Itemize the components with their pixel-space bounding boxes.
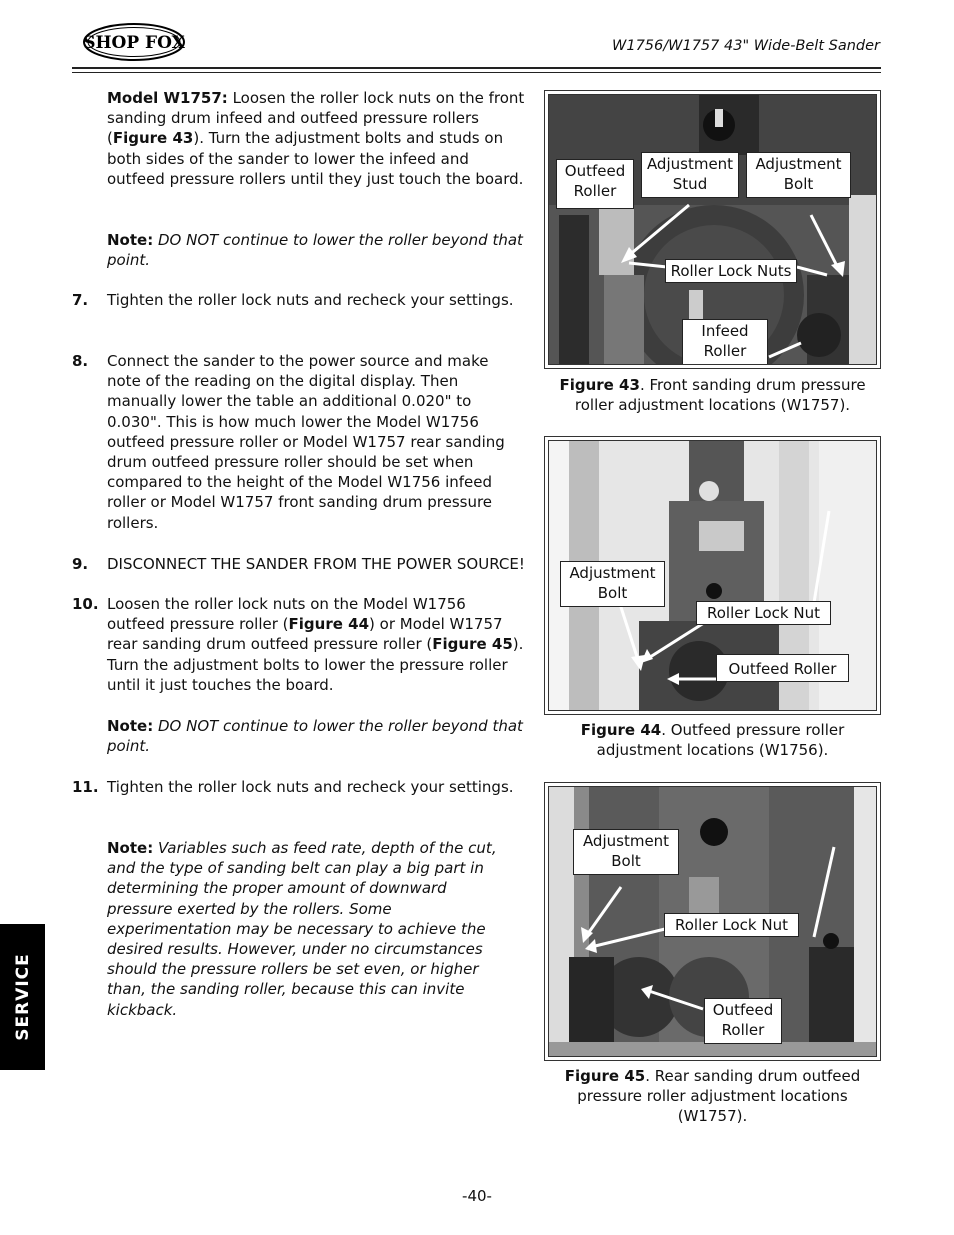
callout-roller-lock-nut: Roller Lock Nut [664, 913, 799, 937]
callout-adjustment-bolt: Adjustment Bolt [746, 152, 851, 198]
step-number: 8. [72, 352, 89, 370]
callout-infeed-roller: Infeed Roller [682, 319, 768, 365]
step-note: Note: Variables such as feed rate, depth of the cut, and the type of sanding belt can play a big part in determining the proper amount of downward pressure exerted by the rollers. Some experimentation may be necessary to achieve the desired results. However, under no circumstances should the pressure rollers be set even, or higher than, the sanding roller, because this can invite kickback. [107, 839, 497, 1019]
step-text: DISCONNECT THE SANDER FROM THE POWER SOURCE! [107, 555, 525, 573]
model-label: Model W1757: [107, 89, 228, 107]
step-number: 10. [72, 595, 99, 613]
callout-roller-lock-nuts: Roller Lock Nuts [665, 259, 797, 283]
machine-photo [548, 440, 877, 711]
step-text: Connect the sander to the power source and make note of the reading on the digital display. Then manually lower the table an additional 0.020" to 0.030". This is how much lower the Model W1756 outfeed pressure roller or Model W1757 rear sanding drum outfeed pressure roller should be set when compared to the height of the Model W1756 infeed roller or Model W1757 front sanding drum pressure rollers. [107, 352, 505, 532]
header-rule-thin [72, 72, 881, 73]
callout-outfeed-roller: Outfeed Roller [716, 654, 849, 682]
step-text: Tighten the roller lock nuts and recheck your settings. [107, 291, 514, 309]
figure-43-caption: Figure 43. Front sanding drum pressure roller adjustment locations (W1757). [559, 376, 866, 415]
figure-45-caption: Figure 45. Rear sanding drum outfeed pressure roller adjustment locations (W1757). [564, 1067, 861, 1126]
intro-paragraph: Model W1757: Loosen the roller lock nuts on the front sanding drum infeed and outfeed pressure rollers (Figure 43). Turn the adjustment bolts and studs on both sides of the sander to lower the infeed and outfeed pressure rollers until they just touch the board. [107, 89, 525, 188]
callout-adjustment-bolt: Adjustment Bolt [573, 829, 679, 875]
step-number: 11. [72, 778, 99, 796]
figure-45-photo [544, 782, 881, 1061]
figure-ref: Figure 43 [112, 129, 194, 148]
callout-adjustment-bolt: Adjustment Bolt [560, 561, 665, 607]
step-number: 9. [72, 555, 89, 573]
svg-text:SHOP FOX: SHOP FOX [83, 33, 185, 53]
figure-44-photo [544, 436, 881, 715]
header-rule [72, 67, 881, 69]
machine-photo [548, 786, 877, 1057]
callout-adjustment-stud: Adjustment Stud [641, 152, 739, 198]
machine-photo [548, 94, 877, 365]
step-note: Note: DO NOT continue to lower the roller beyond that point. [107, 717, 523, 756]
shop-fox-logo [82, 22, 186, 62]
figure-44-caption: Figure 44. Outfeed pressure roller adjustment locations (W1756). [580, 721, 845, 760]
callout-outfeed-roller: Outfeed Roller [556, 159, 634, 209]
callout-outfeed-roller: Outfeed Roller [704, 998, 782, 1044]
page-number: -40- [462, 1187, 492, 1205]
step-number: 7. [72, 291, 89, 309]
section-tab: SERVICE [0, 924, 45, 1070]
step-text: Loosen the roller lock nuts on the Model W1756 outfeed pressure roller (Figure 44) or Model W1757 rear sanding drum outfeed pressure roller (Figure 45). Turn the adjustment bolts to lower the pressure roller until it just touches the board. [107, 595, 524, 694]
callout-roller-lock-nut: Roller Lock Nut [696, 601, 831, 625]
figure-ref: Figure 45 [432, 635, 513, 654]
step-text: Tighten the roller lock nuts and recheck your settings. [107, 778, 514, 796]
figure-43-photo [544, 90, 881, 369]
figure-ref: Figure 44 [288, 615, 370, 634]
intro-note: Note: DO NOT continue to lower the roller beyond that point. [107, 231, 523, 270]
document-title: W1756/W1757 43" Wide-Belt Sander [612, 38, 880, 54]
